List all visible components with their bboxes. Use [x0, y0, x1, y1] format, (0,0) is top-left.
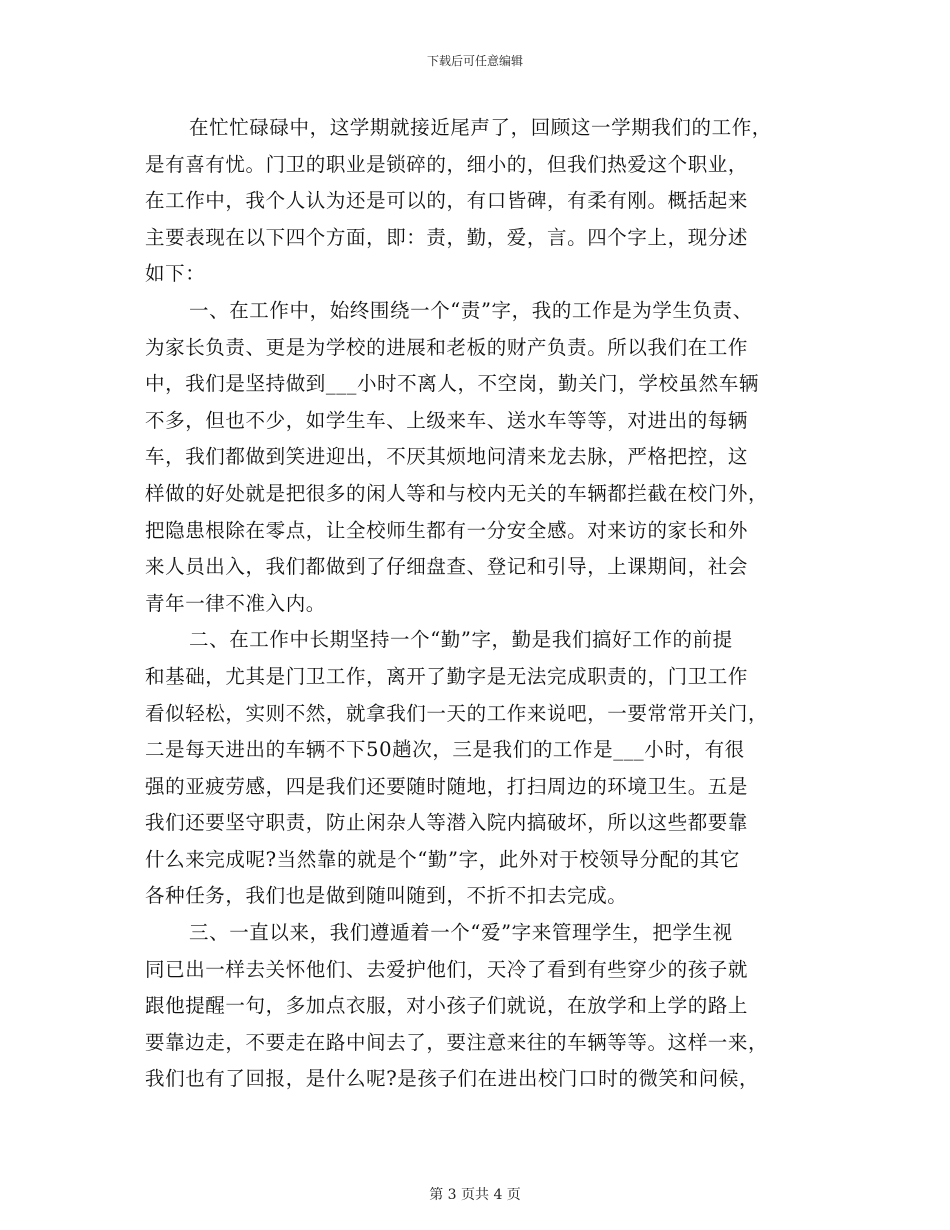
paragraph-2-line-2: 为家长负责、更是为学校的进展和老板的财产负责。所以我们在工作	[145, 335, 749, 359]
paragraph-2-line-9: 青年一律不准入内。	[145, 591, 326, 615]
paragraph-2-line-7: 把隐患根除在零点，让全校师生都有一分安全感。对来访的家长和外	[145, 518, 749, 542]
paragraph-2-line-1: 一、在工作中，始终围绕一个“责”字，我的工作是为学生负责、	[189, 298, 753, 322]
paragraph-1-line-2: 是有喜有忧。门卫的职业是锁碎的，细小的，但我们热爱这个职业，	[145, 152, 749, 176]
paragraph-1-line-5: 如下：	[145, 262, 206, 286]
paragraph-2-line-3: 中，我们是坚持做到___小时不离人，不空岗，勤关门，学校虽然车辆	[145, 372, 759, 396]
paragraph-3-line-1: 二、在工作中长期坚持一个“勤”字，勤是我们搞好工作的前提	[189, 628, 733, 652]
paragraph-2-line-4: 不多，但也不少，如学生车、上级来车、送水车等等，对进出的每辆	[145, 408, 749, 432]
paragraph-2-line-6: 样做的好处就是把很多的闲人等和与校内无关的车辆都拦截在校门外，	[145, 481, 769, 505]
paragraph-3-line-8: 各种任务，我们也是做到随叫随到，不折不扣去完成。	[145, 884, 628, 908]
paragraph-4-line-4: 要靠边走，不要走在路中间去了，要注意来往的车辆等等。这样一来，	[145, 1030, 769, 1054]
paragraph-4-line-2: 同已出一样去关怀他们、去爱护他们，天冷了看到有些穿少的孩子就	[145, 957, 749, 981]
paragraph-3-line-2: 和基础，尤其是门卫工作，离开了勤字是无法完成职责的，门卫工作	[145, 664, 749, 688]
paragraph-4-line-1: 三、一直以来，我们遵遁着一个“爱”字来管理学生，把学生视	[189, 921, 733, 945]
paragraph-3-line-7: 什么来完成呢?当然靠的就是个“勤”字，此外对于校领导分配的其它	[145, 847, 740, 871]
document-body	[145, 110, 809, 1098]
paragraph-1-line-1: 在忙忙碌碌中，这学期就接近尾声了，回顾这一学期我们的工作，	[189, 116, 772, 139]
paragraph-1-line-3: 在工作中，我个人认为还是可以的，有口皆碑，有柔有刚。概括起来	[145, 189, 749, 213]
paragraph-2-line-5: 车，我们都做到笑进迎出，不厌其烦地问清来龙去脉，严格把控，这	[145, 445, 749, 469]
paragraph-1-line-4: 主要表现在以下四个方面，即：责，勤，爱，言。四个字上，现分述	[145, 225, 749, 249]
paragraph-4-line-3: 跟他提醒一句，多加点衣服，对小孩子们就说，在放学和上学的路上	[145, 994, 749, 1018]
paragraph-4-line-5: 我们也有了回报，是什么呢?是孩子们在进出校门口时的微笑和问候，	[145, 1067, 760, 1091]
paragraph-3-line-3: 看似轻松，实则不然，就拿我们一天的工作来说吧，一要常常开关门，	[145, 701, 769, 725]
page-header: 下载后可任意编辑	[426, 54, 523, 68]
paragraph-2-line-8: 来人员出入，我们都做到了仔细盘查、登记和引导，上课期间，社会	[145, 555, 749, 579]
paragraph-3-line-6: 我们还要坚守职责，防止闲杂人等潜入院内搞破坏，所以这些都要靠	[145, 811, 749, 835]
page-number-footer: 第 3 页共 4 页	[429, 1187, 521, 1203]
paragraph-3-line-5: 强的亚疲劳感，四是我们还要随时随地，打扫周边的环境卫生。五是	[145, 774, 749, 798]
paragraph-3-line-4: 二是每天进出的车辆不下50趟次，三是我们的工作是___小时，有很	[145, 738, 745, 762]
